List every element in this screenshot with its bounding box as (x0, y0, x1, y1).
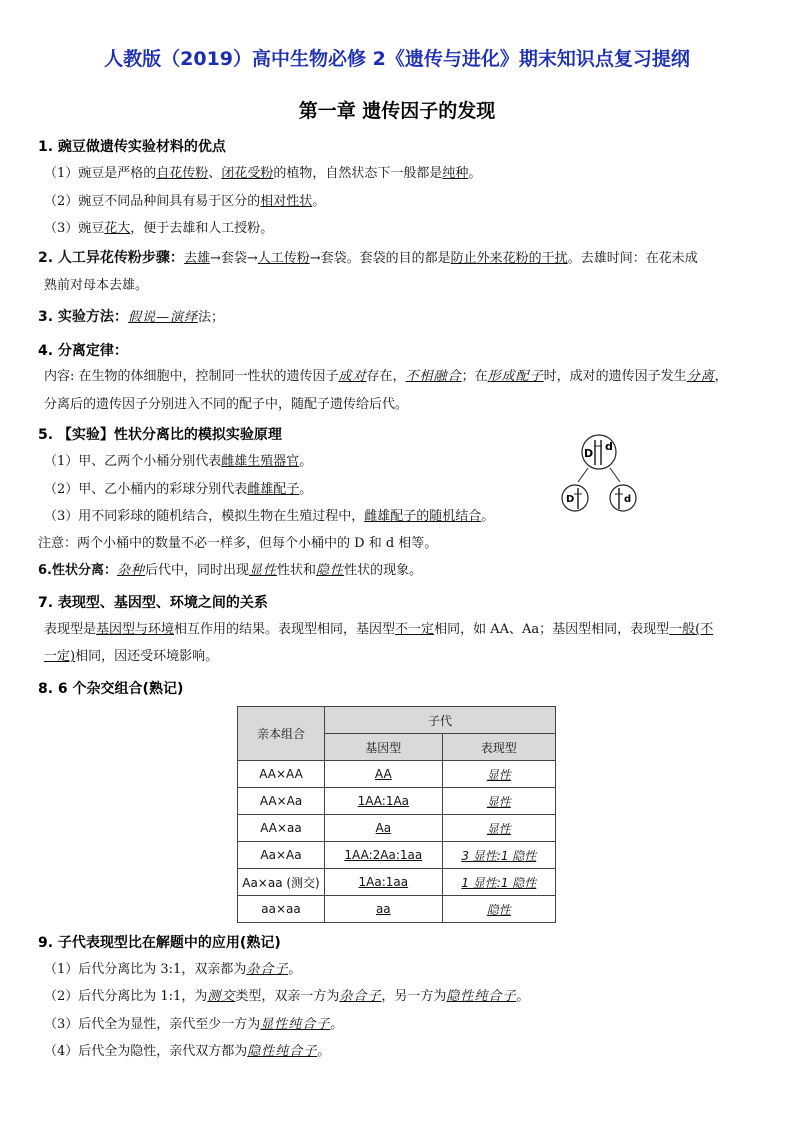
cell-parent: Aa×aa (测交) (238, 869, 325, 896)
cell-phenotype: 显性 (442, 815, 555, 842)
text: 的植物，自然状态下一般都是 (273, 166, 443, 181)
blank-answer: 防止外来花粉的干扰 (450, 251, 568, 266)
table-row (238, 815, 556, 842)
text: ，便于去雄和人工授粉。 (130, 221, 274, 236)
section-7-line-1 (44, 616, 713, 644)
text: 。 (312, 194, 326, 209)
cell-phenotype: 3 显性:1 隐性 (442, 842, 555, 869)
cell-genotype: Aa (325, 815, 443, 842)
cell-parent: AA×aa (238, 815, 325, 842)
cell-parent: AA×Aa (238, 788, 325, 815)
table-header-row (238, 707, 556, 734)
cross-combinations-table (237, 706, 556, 923)
handwritten-answer: 成对 (338, 369, 367, 384)
section-2-line-2: 熟前对母本去雄。 (44, 278, 149, 293)
parent-cell (582, 435, 616, 469)
section-6-heading: 6.性状分离： (38, 563, 117, 578)
section-6-line (38, 557, 422, 585)
header-phenotype: 表现型 (442, 734, 555, 761)
section-3-heading: 3. 实验方法： (38, 309, 128, 325)
cell-phenotype: 显性 (442, 788, 555, 815)
text: （2）甲、乙小桶内的彩球分别代表 (44, 482, 248, 497)
cell-phenotype: 隐性 (442, 896, 555, 923)
chapter-heading: 第一章 遗传因子的发现 (298, 100, 496, 122)
handwritten-answer: 隐性纯合子 (247, 1044, 318, 1059)
text: 内容: 在生物的体细胞中，控制同一性状的遗传因子 (44, 369, 339, 384)
cell-parent: AA×AA (238, 761, 325, 788)
section-7-line-2 (44, 643, 218, 671)
text: 、 (208, 166, 222, 181)
text: 。 (299, 454, 313, 469)
text: 。 (481, 509, 495, 524)
section-4-line-2: 分离后的遗传因子分别进入不同的配子中，随配子遗传给后代。 (44, 397, 409, 412)
cell-genotype: AA (325, 761, 443, 788)
header-genotype: 基因型 (325, 734, 443, 761)
section-2-heading: 2. 人工异花传粉步骤： (38, 250, 184, 266)
text: 。 (288, 962, 302, 977)
cell-phenotype: 1 显性:1 隐性 (442, 869, 555, 896)
handwritten-answer: 隐性纯合子 (446, 989, 517, 1004)
text: 法； (197, 310, 224, 325)
section-5-heading: 5. 【实验】性状分离比的模拟实验原理 (38, 427, 282, 443)
text: （3）后代全为显性，亲代至少一方为 (44, 1017, 261, 1032)
section-4-heading: 4. 分离定律： (38, 343, 128, 359)
section-5-note: 注意：两个小桶中的数量不必一样多，但每个小桶中的 D 和 d 相等。 (38, 536, 438, 551)
handwritten-answer: 杂种 (116, 563, 145, 578)
table-row (238, 788, 556, 815)
segregation-line (610, 468, 620, 482)
blank-answer: 花大 (104, 221, 131, 236)
text: （3）用不同彩球的随机结合，模拟生物在生殖过程中， (44, 509, 365, 524)
handwritten-answer: 显性纯合子 (260, 1017, 331, 1032)
blank-answer: 雌雄配子的随机结合 (364, 509, 482, 524)
handwritten-answer: 不相融合 (405, 369, 462, 384)
allele-label: d (624, 494, 632, 505)
text: 后代中，同时出现 (145, 563, 250, 578)
table-row (238, 896, 556, 923)
text: （2）后代分离比为 1:1，为 (44, 989, 208, 1004)
text: 类型，双亲一方为 (235, 989, 340, 1004)
text: →套袋→ (209, 251, 258, 266)
cell-parent: aa×aa (238, 896, 325, 923)
text: 性状和 (277, 563, 317, 578)
blank-answer: 不一定 (395, 622, 435, 637)
blank-answer: 基因型与环境 (96, 622, 175, 637)
section-9-line-2 (44, 983, 529, 1011)
allele-label: D (566, 494, 575, 505)
cell-genotype: 1Aa:1aa (325, 869, 443, 896)
blank-answer: 一定) (44, 649, 76, 664)
text: 性状的现象。 (344, 563, 423, 578)
text: 时，成对的遗传因子发生 (543, 369, 687, 384)
section-1-line-3 (44, 215, 273, 243)
blank-answer: 纯种 (442, 166, 469, 181)
cell-genotype: 1AA:1Aa (325, 788, 443, 815)
text: 。 (330, 1017, 344, 1032)
handwritten-answer: 分离 (686, 369, 715, 384)
text: 存在， (366, 369, 406, 384)
text: （1）甲、乙两个小桶分别代表 (44, 454, 222, 469)
section-1-heading: 1. 豌豆做遗传实验材料的优点 (38, 139, 226, 155)
blank-answer: 自花传粉 (156, 166, 209, 181)
text: 相同，如 AA、Aa；基因型相同，表现型 (434, 622, 670, 637)
section-8-heading: 8. 6 个杂交组合(熟记) (38, 681, 184, 697)
section-9-line-1 (44, 956, 301, 984)
blank-answer: 去雄 (183, 251, 210, 266)
handwritten-answer: 假说—演绎 (127, 310, 198, 325)
text: 。 (468, 166, 482, 181)
section-3-line (38, 303, 224, 332)
header-offspring: 子代 (325, 707, 556, 734)
table-row (238, 842, 556, 869)
text: （1）后代分离比为 3:1，双亲都为 (44, 962, 247, 977)
handwritten-answer: 杂合子 (339, 989, 382, 1004)
allele-label: D (584, 447, 594, 460)
table-row (238, 761, 556, 788)
blank-answer: 相对性状 (260, 194, 313, 209)
handwritten-answer: 形成配子 (487, 369, 544, 384)
section-9-line-4 (44, 1038, 330, 1066)
cell-genotype: 1AA:2Aa:1aa (325, 842, 443, 869)
allele-segregation-diagram (556, 432, 646, 522)
section-5-line-3 (44, 503, 494, 531)
blank-answer: 闭花受粉 (221, 166, 274, 181)
text: 。去雄时间：在花未成 (567, 251, 698, 266)
text: （3）豌豆 (44, 221, 105, 236)
text: 。 (317, 1044, 331, 1059)
gamete-cell-right (610, 485, 636, 511)
blank-answer: 一般(不 (669, 622, 714, 637)
text: 。 (516, 989, 530, 1004)
text: （4）后代全为隐性，亲代双方都为 (44, 1044, 248, 1059)
handwritten-answer: 测交 (207, 989, 236, 1004)
text: （1）豌豆是严格的 (44, 166, 157, 181)
cell-phenotype: 显性 (442, 761, 555, 788)
header-parent: 亲本组合 (238, 707, 325, 761)
section-5-line-2 (44, 476, 312, 504)
section-1-line-1 (44, 160, 481, 188)
document-title: 人教版（2019）高中生物必修 2《遗传与进化》期末知识点复习提纲 (104, 48, 690, 70)
blank-answer: 雌雄配子 (247, 482, 300, 497)
blank-answer: 人工传粉 (257, 251, 310, 266)
section-4-line-1 (44, 363, 728, 391)
allele-label: d (605, 440, 613, 453)
handwritten-answer: 杂合子 (246, 962, 289, 977)
gamete-cell-left (562, 485, 588, 511)
handwritten-answer: 隐性 (316, 563, 345, 578)
text: ，另一方为 (381, 989, 447, 1004)
text: ， (714, 369, 728, 384)
text: 表现型是 (44, 622, 97, 637)
table-row (238, 869, 556, 896)
section-2-line-1 (38, 244, 698, 273)
text: 相同，因还受环境影响。 (75, 649, 219, 664)
section-9-heading: 9. 子代表现型比在解题中的应用(熟记) (38, 935, 281, 951)
text: 相互作用的结果。表现型相同，基因型 (174, 622, 396, 637)
handwritten-answer: 显性 (249, 563, 278, 578)
text: ；在 (461, 369, 488, 384)
segregation-line (578, 468, 588, 482)
section-5-line-1 (44, 448, 312, 476)
text: →套袋。套袋的目的都是 (309, 251, 451, 266)
section-7-heading: 7. 表现型、基因型、环境之间的关系 (38, 595, 268, 611)
section-1-line-2 (44, 188, 325, 216)
cell-genotype: aa (325, 896, 443, 923)
text: 。 (299, 482, 313, 497)
blank-answer: 雌雄生殖器官 (221, 454, 300, 469)
section-9-line-3 (44, 1011, 343, 1039)
text: （2）豌豆不同品种间具有易于区分的 (44, 194, 261, 209)
cell-parent: Aa×Aa (238, 842, 325, 869)
